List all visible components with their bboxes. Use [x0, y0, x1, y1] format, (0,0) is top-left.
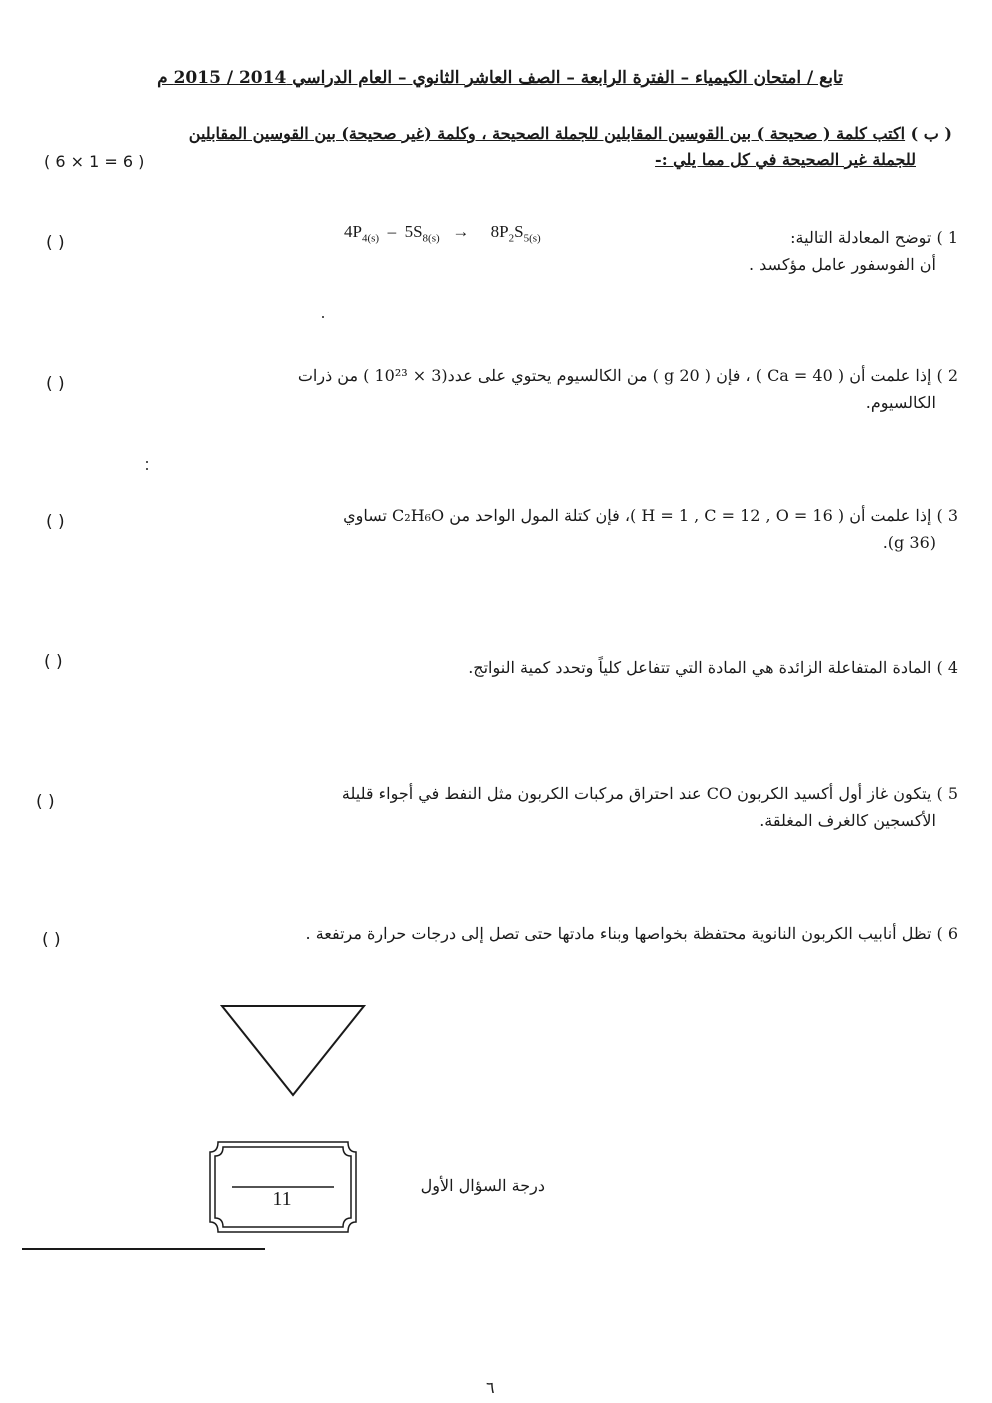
- scan-speck: [146, 461, 148, 463]
- question-number: 6 ): [936, 924, 958, 943]
- question-text: إذا علمت أن ( H = 1 , C = 12 , O = 16 )، فإن كتلة المول الواحد من C₂H₆O تساوي: [343, 506, 932, 525]
- question-text-line2: الكالسيوم.: [865, 393, 936, 412]
- scan-speck: [146, 468, 148, 470]
- question-6: [178, 920, 958, 947]
- question-5: [198, 780, 958, 834]
- triangle-shape: [218, 1003, 370, 1099]
- eq-reactant-2: 5S: [404, 222, 423, 241]
- question-number: 3 ): [936, 506, 958, 525]
- scan-speck: [322, 316, 324, 318]
- answer-parentheses-6[interactable]: ( ): [42, 930, 61, 950]
- eq-sub-3a: 2: [508, 232, 515, 245]
- question-text: توضح المعادلة التالية:: [790, 228, 932, 247]
- grade-value: 11: [272, 1188, 292, 1210]
- question-text: يتكون غاز أول أكسيد الكربون CO عند احتراق مركبات الكربون مثل النفط في أجواء قليلة: [341, 784, 932, 803]
- question-3: [218, 502, 958, 556]
- grade-box: [208, 1140, 358, 1234]
- eq-product-b: S: [514, 222, 524, 241]
- instruction-text-1: اكتب كلمة ( صحيحة ) بين القوسين المقابلين للجملة الصحيحة ، وكلمة (غير صحيحة) بين القوسين المقابلين: [188, 124, 906, 143]
- question-text-line2: (36 g).: [882, 533, 936, 552]
- eq-reactant-1: 4P: [344, 222, 362, 241]
- question-number: 4 ): [936, 658, 958, 677]
- answer-parentheses-5[interactable]: ( ): [36, 792, 55, 812]
- exam-header: تابع / امتحان الكيمياء – الفترة الرابعة – الصف العاشر الثانوي – العام الدراسي 2014 / 2015 م: [157, 68, 843, 88]
- answer-parentheses-4[interactable]: ( ): [44, 652, 63, 672]
- eq-product: 8P: [490, 222, 509, 241]
- question-4: [218, 654, 958, 681]
- grade-label: درجة السؤال الأول: [420, 1176, 545, 1195]
- section-label: ( ب ): [910, 124, 952, 143]
- page-number: ٦: [486, 1378, 495, 1397]
- section-instruction-line2: للجملة غير الصحيحة في كل مما يلي :-: [655, 150, 916, 169]
- eq-arrow: →: [452, 222, 470, 241]
- footer-divider: [22, 1248, 265, 1250]
- answer-parentheses-2[interactable]: ( ): [46, 374, 65, 394]
- question-number: 5 ): [936, 784, 958, 803]
- eq-sub-2: 8(s): [422, 232, 440, 245]
- eq-operator: –: [387, 222, 397, 241]
- question-text: تظل أنابيب الكربون النانوية محتفظة بخواصها وبناء مادتها حتى تصل إلى درجات حرارة مرتفعة .: [305, 924, 932, 943]
- question-text-line2: الأكسجين كالغرف المغلقة.: [759, 811, 936, 830]
- question-number: 2 ): [936, 366, 958, 385]
- answer-parentheses-1[interactable]: ( ): [46, 233, 65, 253]
- question-2: [198, 362, 958, 416]
- question-text-line2: أن الفوسفور عامل مؤكسد .: [748, 255, 936, 274]
- eq-sub-3b: 5(s): [523, 232, 541, 245]
- question-text: المادة المتفاعلة الزائدة هي المادة التي تتفاعل كلياً وتحدد كمية النواتج.: [468, 658, 932, 677]
- section-instruction-line1: [72, 124, 952, 143]
- answer-parentheses-3[interactable]: ( ): [46, 512, 65, 532]
- section-score: ( 6 × 1 = 6 ): [44, 152, 145, 171]
- question-text: إذا علمت أن ( Ca = 40 ) ، فإن ( 20 g ) من الكالسيوم يحتوي على عدد(3 × 10²³ ) من ذرات: [297, 366, 932, 385]
- eq-sub-1: 4(s): [361, 232, 380, 245]
- chemical-equation: [344, 222, 541, 244]
- question-number: 1 ): [936, 228, 958, 247]
